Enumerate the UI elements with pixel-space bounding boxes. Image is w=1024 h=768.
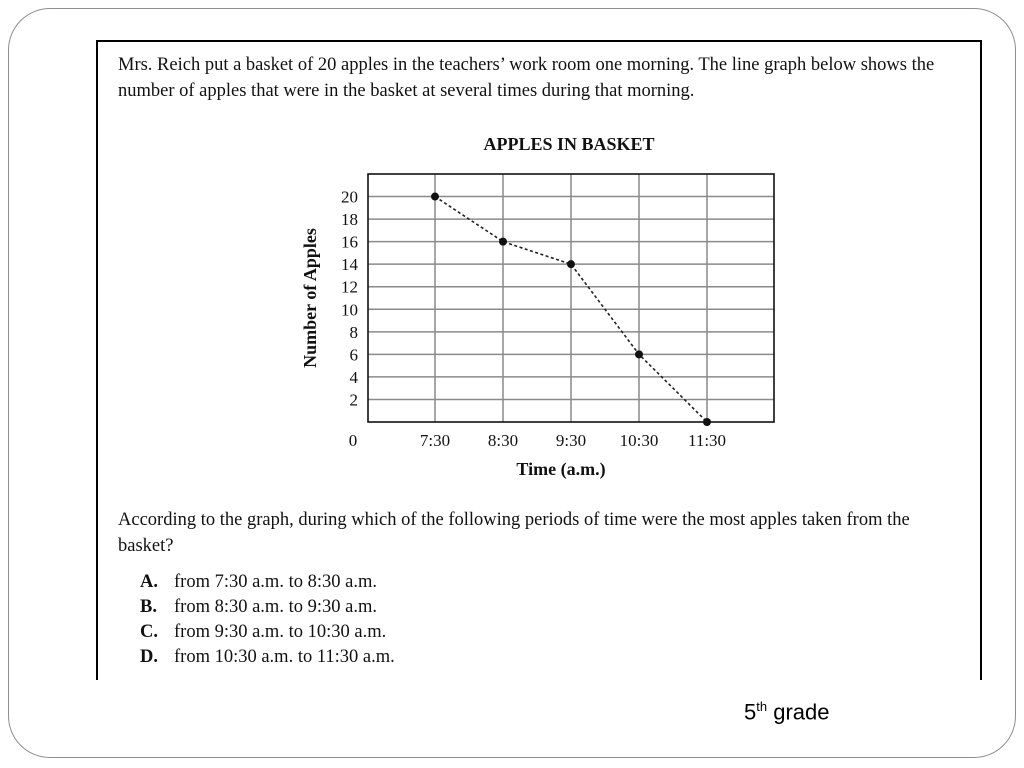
data-point — [431, 193, 439, 201]
data-point — [499, 238, 507, 246]
question-text: According to the graph, during which of the following periods of time were the most apples taken from the basket? — [118, 510, 910, 556]
answer-options — [140, 570, 395, 670]
data-point — [567, 260, 575, 268]
y-tick-label: 18 — [341, 210, 358, 230]
option-letter: B. — [140, 597, 157, 617]
y-tick-label: 2 — [349, 390, 358, 410]
option-letter: C. — [140, 622, 158, 642]
x-tick-label: 9:30 — [555, 431, 587, 450]
y-tick-label: 10 — [341, 300, 358, 320]
data-point — [703, 418, 711, 426]
option-text: from 7:30 a.m. to 8:30 a.m. — [174, 572, 377, 592]
grade-suffix: th — [756, 699, 768, 714]
worksheet-page — [96, 40, 982, 680]
grade-label — [744, 699, 830, 725]
option-text: from 9:30 a.m. to 10:30 a.m. — [174, 622, 387, 642]
grade-word: grade — [773, 699, 830, 725]
y-tick-label: 16 — [341, 232, 358, 252]
y-tick-labels — [341, 188, 359, 410]
option-d[interactable] — [140, 645, 395, 670]
option-b[interactable] — [140, 595, 395, 620]
x-tick-label: 10:30 — [619, 431, 659, 450]
y-tick-label: 20 — [341, 187, 358, 207]
y-tick-label: 14 — [341, 255, 358, 275]
option-a[interactable] — [140, 570, 395, 595]
y-tick-label: 12 — [341, 277, 358, 297]
x-tick-label: 11:30 — [687, 431, 727, 450]
line-chart — [98, 42, 984, 502]
x-tick-labels — [420, 431, 726, 450]
option-letter: D. — [140, 647, 158, 667]
data-point — [635, 350, 643, 358]
vertical-gridlines — [435, 174, 707, 422]
y-axis-label: Number of Apples — [300, 228, 320, 368]
x-axis-label: Time (a.m.) — [516, 459, 606, 479]
x-tick-label: 7:30 — [419, 431, 451, 450]
x-tick-label: 8:30 — [487, 431, 519, 450]
intro-paragraph: Mrs. Reich put a basket of 20 apples in the teachers’ work room one morning. The line graph below shows the number of apples that were in the basket at several times during that morning. — [118, 55, 935, 101]
option-text: from 10:30 a.m. to 11:30 a.m. — [174, 647, 395, 667]
y-tick-label: 8 — [349, 322, 358, 342]
y-tick-label: 6 — [349, 345, 358, 365]
chart-title: APPLES IN BASKET — [483, 134, 655, 154]
option-c[interactable] — [140, 620, 395, 645]
origin-label: 0 — [348, 431, 358, 450]
grade-number: 5 — [744, 699, 757, 725]
option-text: from 8:30 a.m. to 9:30 a.m. — [174, 597, 377, 617]
option-letter: A. — [140, 572, 158, 592]
y-tick-label: 4 — [349, 367, 358, 387]
